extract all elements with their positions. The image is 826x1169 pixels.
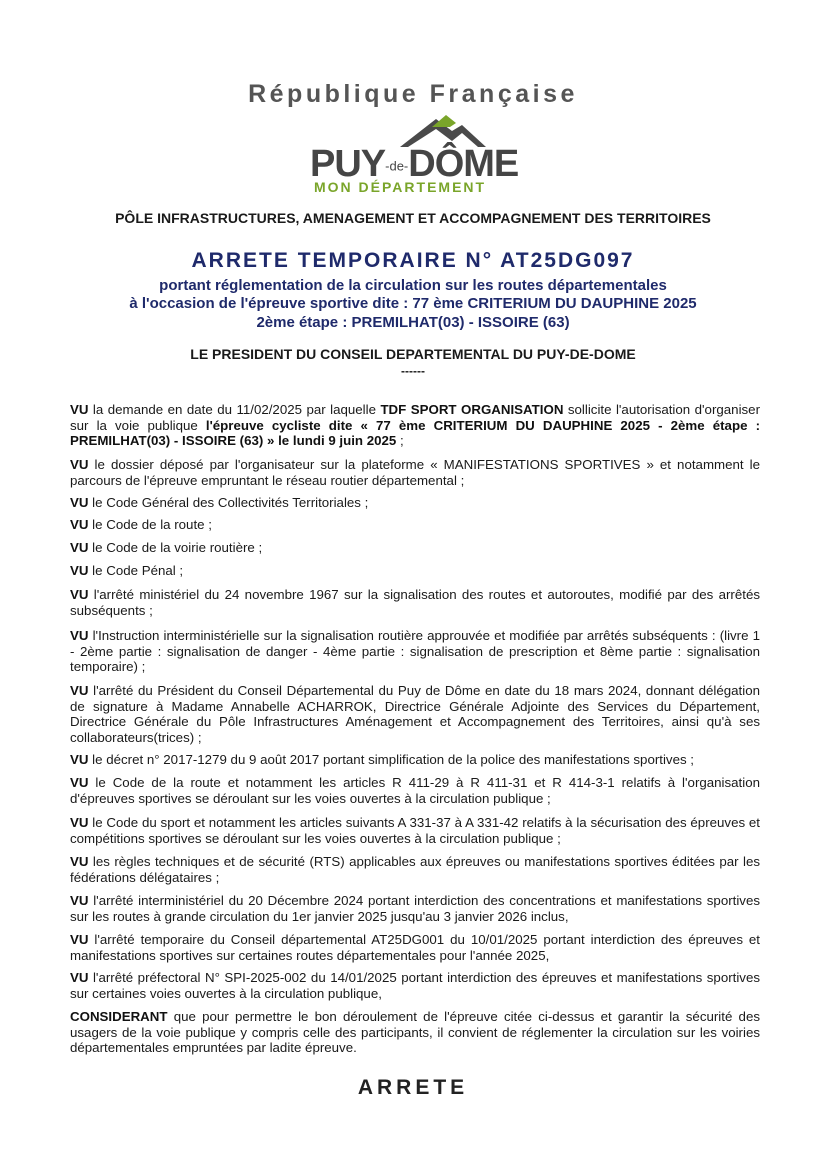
clause-keyword: VU bbox=[70, 775, 89, 790]
clause-text: l'arrêté du Président du Conseil Départemental du Puy de Dôme en date du 18 mars 2024, donnant délégation de signature à Madame Annabelle ACHARROK, Directrice Générale Adjointe des Services du Département, Directrice Générale du Pôle Infrastructures Aménagement et Accompagnement des Territoires, ainsi qu'à ses collaborateurs(trices) ; bbox=[70, 683, 760, 745]
clause-arrete-prefectoral bbox=[70, 970, 760, 1001]
clause-code-route-articles bbox=[70, 775, 760, 806]
clause-decret-2017 bbox=[70, 752, 760, 768]
clause-bold: l'épreuve cycliste dite « 77 ème CRITERIUM DU DAUPHINE 2025 - 2ème étape : PREMILHAT(03) - ISSOIRE (63) » le lundi 9 juin 2025 bbox=[70, 417, 760, 448]
clause-keyword: VU bbox=[70, 587, 89, 602]
clause-keyword: VU bbox=[70, 854, 89, 869]
clause-text: sollicite l'autorisation d'organiser sur la voie publique bbox=[70, 402, 760, 433]
clause-arrete-interministeriel bbox=[70, 893, 760, 924]
clause-code-route bbox=[70, 517, 760, 533]
department-logo bbox=[300, 113, 530, 195]
clause-dossier bbox=[70, 457, 760, 488]
clause-delegation bbox=[70, 683, 760, 745]
logo-puy: PUY bbox=[310, 143, 386, 185]
clause-text: le Code de la route ; bbox=[88, 517, 212, 532]
subtitle-line-2: à l'occasion de l'épreuve sportive dite : 77 ème CRITERIUM DU DAUPHINE 2025 bbox=[129, 295, 697, 312]
clause-keyword: VU bbox=[70, 683, 89, 698]
clause-keyword: VU bbox=[70, 893, 89, 908]
clause-keyword: VU bbox=[70, 457, 89, 472]
clause-arrete-temporaire bbox=[70, 932, 760, 963]
clause-text: le Code Pénal ; bbox=[88, 563, 184, 578]
clause-keyword: VU bbox=[70, 815, 89, 830]
clause-instruction bbox=[70, 628, 760, 675]
clause-text: le Code du sport et notamment les articles suivants A 331-37 à A 331-42 relatifs à la sécurisation des épreuves et compétitions sportives se déroulant sur les voies ouvertes à la circulation publique ; bbox=[70, 815, 760, 846]
clause-keyword: VU bbox=[70, 540, 89, 555]
clause-text: le Code de la voirie routière ; bbox=[88, 540, 263, 555]
clause-keyword: VU bbox=[70, 517, 89, 532]
clause-text: le Code Général des Collectivités Territoriales ; bbox=[88, 495, 369, 510]
clause-keyword: VU bbox=[70, 402, 89, 417]
clause-keyword: VU bbox=[70, 495, 89, 510]
clause-keyword: CONSIDERANT bbox=[70, 1009, 168, 1024]
clause-keyword: VU bbox=[70, 563, 89, 578]
clause-text: l'arrêté préfectoral N° SPI-2025-002 du 14/01/2025 portant interdiction des épreuves et manifestations sportives sur certaines voies ouvertes à la circulation publique, bbox=[70, 970, 760, 1001]
clause-text: le décret n° 2017-1279 du 9 août 2017 portant simplification de la police des manifestations sportives ; bbox=[88, 752, 695, 767]
clause-rts bbox=[70, 854, 760, 885]
clause-text: la demande en date du 11/02/2025 par laquelle bbox=[88, 402, 381, 417]
clause-keyword: VU bbox=[70, 932, 89, 947]
logo-tagline: MON DÉPARTEMENT bbox=[314, 179, 487, 195]
clause-cgct bbox=[70, 495, 760, 511]
logo-dome: DÔME bbox=[408, 143, 519, 185]
republic-header: République Française bbox=[248, 80, 578, 108]
clause-bold: TDF SPORT ORGANISATION bbox=[380, 402, 564, 417]
clause-text: l'arrêté interministériel du 20 Décembre 2024 portant interdiction des concentrations et manifestations sportives sur les routes à grande circulation du 1er janvier 2025 jusqu'au 3 janvier 2026 inclus, bbox=[70, 893, 760, 924]
clause-text: l'arrêté ministériel du 24 novembre 1967 sur la signalisation des routes et autoroutes, modifié par des arrêtés subséquents ; bbox=[70, 587, 760, 618]
subtitle-line-3: 2ème étape : PREMILHAT(03) - ISSOIRE (63) bbox=[256, 314, 570, 331]
clause-keyword: VU bbox=[70, 752, 89, 767]
separator: ------ bbox=[401, 364, 425, 378]
clause-code-voirie bbox=[70, 540, 760, 556]
logo-de: -de- bbox=[385, 158, 409, 174]
clause-arrete-1967 bbox=[70, 587, 760, 618]
clause-demande bbox=[70, 402, 760, 449]
clause-code-sport bbox=[70, 815, 760, 846]
pole-heading: PÔLE INFRASTRUCTURES, AMENAGEMENT ET ACCOMPAGNEMENT DES TERRITOIRES bbox=[115, 210, 711, 226]
clause-text: l'arrêté temporaire du Conseil départemental AT25DG001 du 10/01/2025 portant interdiction des épreuves et manifestations sportives sur certaines routes départementales pour l'année 2025, bbox=[70, 932, 760, 963]
clause-keyword: VU bbox=[70, 970, 89, 985]
subtitle-line-1: portant réglementation de la circulation sur les routes départementales bbox=[159, 277, 667, 294]
clause-text: l'Instruction interministérielle sur la signalisation routière approuvée et modifiée par arrêtés subséquents : (livre 1 - 2ème partie : signalisation de danger - 4ème partie : signalisation de prescription et 8ème partie : signalisation temporaire) ; bbox=[70, 628, 760, 674]
clause-text: que pour permettre le bon déroulement de l'épreuve citée ci-dessus et garantir la sécurité des usagers de la voie publique y compris celle des participants, il convient de réglementer la circulation sur les voiries départementales empruntées par ladite épreuve. bbox=[70, 1009, 760, 1055]
clause-considerant bbox=[70, 1009, 760, 1056]
clause-text: les règles techniques et de sécurité (RTS) applicables aux épreuves ou manifestations sportives éditées par les fédérations délégataires ; bbox=[70, 854, 760, 885]
president-heading: LE PRESIDENT DU CONSEIL DEPARTEMENTAL DU PUY-DE-DOME bbox=[190, 346, 636, 362]
clause-text: le Code de la route et notamment les articles R 411-29 à R 411-31 et R 414-3-1 relatifs à l'organisation d'épreuves sportives se déroulant sur les voies ouvertes à la circulation publique ; bbox=[70, 775, 760, 806]
clause-text: le dossier déposé par l'organisateur sur la plateforme « MANIFESTATIONS SPORTIVES » et notamment le parcours de l'épreuve empruntant le réseau routier départemental ; bbox=[70, 457, 760, 488]
clause-text: ; bbox=[396, 433, 404, 448]
clause-keyword: VU bbox=[70, 628, 89, 643]
arrete-number-title: ARRETE TEMPORAIRE N° AT25DG097 bbox=[191, 249, 635, 272]
arrete-heading: ARRETE bbox=[357, 1076, 469, 1099]
clause-code-penal bbox=[70, 563, 760, 579]
